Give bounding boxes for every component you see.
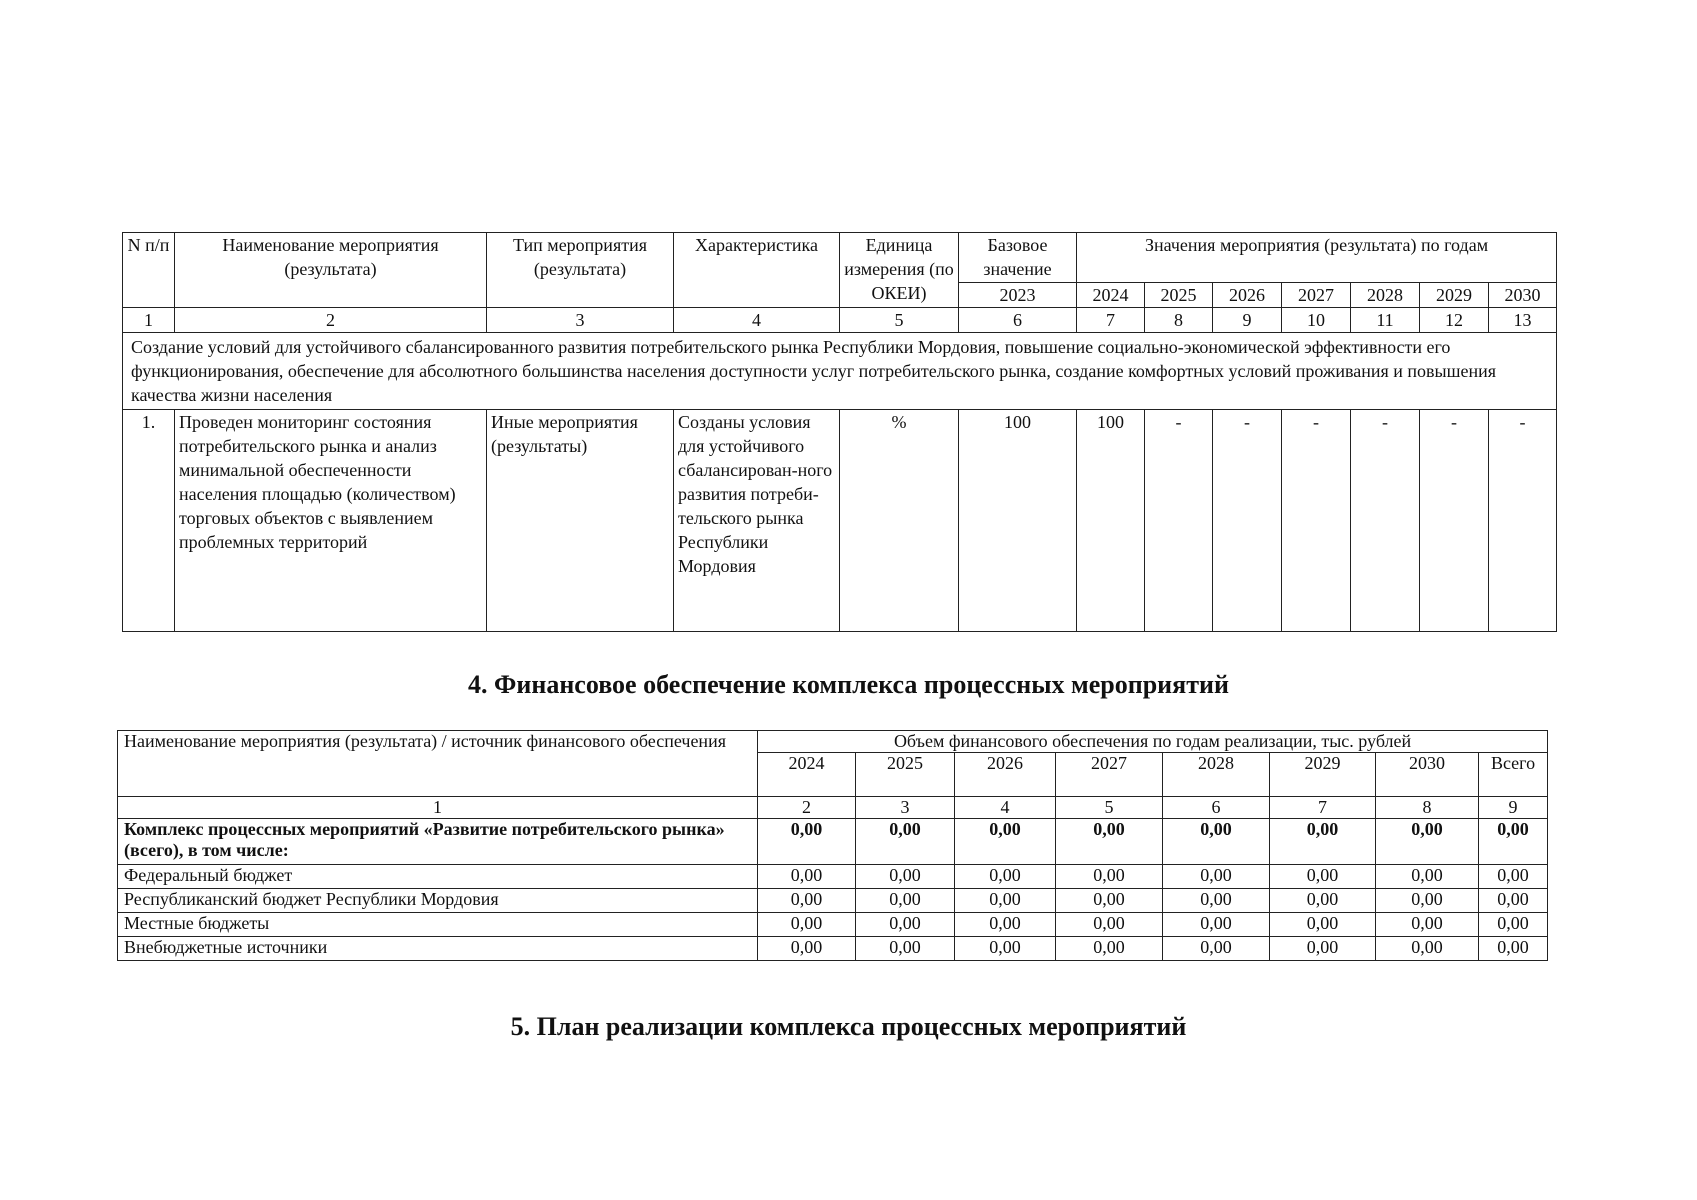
header-year: 2024: [758, 753, 856, 797]
row-value: 0,00: [1056, 913, 1163, 937]
row-value: 0,00: [856, 819, 955, 865]
row-value: -: [1145, 410, 1213, 632]
col-number: 10: [1282, 308, 1351, 333]
row-value: 0,00: [1056, 819, 1163, 865]
header-year: 2030: [1489, 283, 1557, 308]
row-value: 0,00: [955, 913, 1056, 937]
header-base: Базовое значение: [959, 233, 1077, 283]
row-value: -: [1213, 410, 1282, 632]
col-number: 3: [487, 308, 674, 333]
header-year: 2024: [1077, 283, 1145, 308]
header-year: 2028: [1163, 753, 1270, 797]
row-unit: %: [840, 410, 959, 632]
header-name: Наименование мероприятия (результата): [175, 233, 487, 308]
row-value: 0,00: [758, 937, 856, 961]
header-year: 2025: [856, 753, 955, 797]
row-value: 0,00: [758, 889, 856, 913]
col-number: 1: [118, 797, 758, 819]
header-year: 2026: [955, 753, 1056, 797]
row-value: 0,00: [1479, 865, 1548, 889]
financing-table: [117, 730, 1548, 961]
row-value: 100: [1077, 410, 1145, 632]
header-volume: Объем финансового обеспечения по годам реализации, тыс. рублей: [758, 731, 1548, 753]
row-value: 0,00: [1376, 913, 1479, 937]
col-number: 5: [840, 308, 959, 333]
row-value: 0,00: [1163, 819, 1270, 865]
col-number: 8: [1145, 308, 1213, 333]
row-name: Проведен мониторинг состояния потребительского рынка и анализ минимальной обеспеченности населения площадью (количеством) торговых объектов с выявлением проблемных территорий: [175, 410, 487, 632]
row-value: 0,00: [1270, 937, 1376, 961]
row-type: Иные мероприятия (результаты): [487, 410, 674, 632]
row-value: 0,00: [1479, 913, 1548, 937]
header-year: 2029: [1420, 283, 1489, 308]
col-number: 12: [1420, 308, 1489, 333]
section-4-title: 4. Финансовое обеспечение комплекса процессных мероприятий: [468, 670, 1229, 699]
col-number: 7: [1270, 797, 1376, 819]
row-value: 0,00: [1376, 819, 1479, 865]
row-value: 0,00: [1163, 937, 1270, 961]
header-year: 2029: [1270, 753, 1376, 797]
goal-row: Создание условий для устойчивого сбалансированного развития потребительского рынка Республики Мордовия, повышение социально-экономической эффективности его функционирования, обеспечение для абсолютного большинства населения доступности услуг потребительского рынка, создание комфортных условий проживания и повышения качества жизни населения: [123, 333, 1557, 410]
row-value: 0,00: [1270, 889, 1376, 913]
header-year: 2027: [1056, 753, 1163, 797]
col-number: 4: [955, 797, 1056, 819]
row-value: 0,00: [1056, 865, 1163, 889]
col-number: 2: [175, 308, 487, 333]
col-number: 2: [758, 797, 856, 819]
header-unit: Единица измерения (по ОКЕИ): [840, 233, 959, 308]
row-value: 0,00: [1163, 913, 1270, 937]
col-number: 1: [123, 308, 175, 333]
header-characteristic: Характеристика: [674, 233, 840, 308]
row-value: 0,00: [856, 865, 955, 889]
row-value: -: [1489, 410, 1557, 632]
col-number: 6: [1163, 797, 1270, 819]
header-values-by-year: Значения мероприятия (результата) по годам: [1077, 233, 1557, 283]
col-number: 8: [1376, 797, 1479, 819]
row-value: 0,00: [1479, 889, 1548, 913]
row-value: 0,00: [856, 913, 955, 937]
header-year: 2027: [1282, 283, 1351, 308]
row-value: 0,00: [758, 865, 856, 889]
row-value: 0,00: [1376, 937, 1479, 961]
row-characteristic: Созданы условия для устойчивого сбалансирован-ного развития потреби-тельского рынка Республики Мордовия: [674, 410, 840, 632]
header-base-year: 2023: [959, 283, 1077, 308]
row-value: 0,00: [1270, 865, 1376, 889]
header-year: 2028: [1351, 283, 1420, 308]
header-source-name: Наименование мероприятия (результата) / источник финансового обеспечения: [118, 731, 758, 797]
row-num: 1.: [123, 410, 175, 632]
col-number: 6: [959, 308, 1077, 333]
results-table: [122, 232, 1557, 632]
header-num: N п/п: [123, 233, 175, 308]
row-value: 0,00: [856, 937, 955, 961]
row-source-name: Федеральный бюджет: [118, 865, 758, 889]
row-value: 0,00: [758, 913, 856, 937]
header-type: Тип мероприятия (результата): [487, 233, 674, 308]
row-source-name: Комплекс процессных мероприятий «Развитие потребительского рынка» (всего), в том числе:: [118, 819, 758, 865]
row-source-name: Внебюджетные источники: [118, 937, 758, 961]
row-value: 0,00: [1056, 889, 1163, 913]
row-value: 0,00: [1270, 819, 1376, 865]
col-number: 11: [1351, 308, 1420, 333]
col-number: 7: [1077, 308, 1145, 333]
row-value: 0,00: [955, 865, 1056, 889]
header-year: 2030: [1376, 753, 1479, 797]
row-value: 0,00: [1163, 865, 1270, 889]
row-value: -: [1420, 410, 1489, 632]
row-value: -: [1282, 410, 1351, 632]
col-number: 3: [856, 797, 955, 819]
row-value: -: [1351, 410, 1420, 632]
row-value: 0,00: [856, 889, 955, 913]
row-value: 0,00: [1376, 889, 1479, 913]
col-number: 13: [1489, 308, 1557, 333]
section-5-title: 5. План реализации комплекса процессных мероприятий: [510, 1012, 1187, 1041]
row-value: 0,00: [955, 937, 1056, 961]
row-value: 0,00: [1163, 889, 1270, 913]
row-value: 0,00: [1479, 819, 1548, 865]
header-year: 2026: [1213, 283, 1282, 308]
row-source-name: Местные бюджеты: [118, 913, 758, 937]
row-source-name: Республиканский бюджет Республики Мордовия: [118, 889, 758, 913]
row-value: 0,00: [955, 819, 1056, 865]
col-number: 5: [1056, 797, 1163, 819]
col-number: 9: [1213, 308, 1282, 333]
row-base: 100: [959, 410, 1077, 632]
row-value: 0,00: [955, 889, 1056, 913]
row-value: 0,00: [1479, 937, 1548, 961]
row-value: 0,00: [1056, 937, 1163, 961]
col-number: 9: [1479, 797, 1548, 819]
col-number: 4: [674, 308, 840, 333]
header-year: 2025: [1145, 283, 1213, 308]
row-value: 0,00: [1376, 865, 1479, 889]
header-total: Всего: [1479, 753, 1548, 797]
row-value: 0,00: [1270, 913, 1376, 937]
row-value: 0,00: [758, 819, 856, 865]
